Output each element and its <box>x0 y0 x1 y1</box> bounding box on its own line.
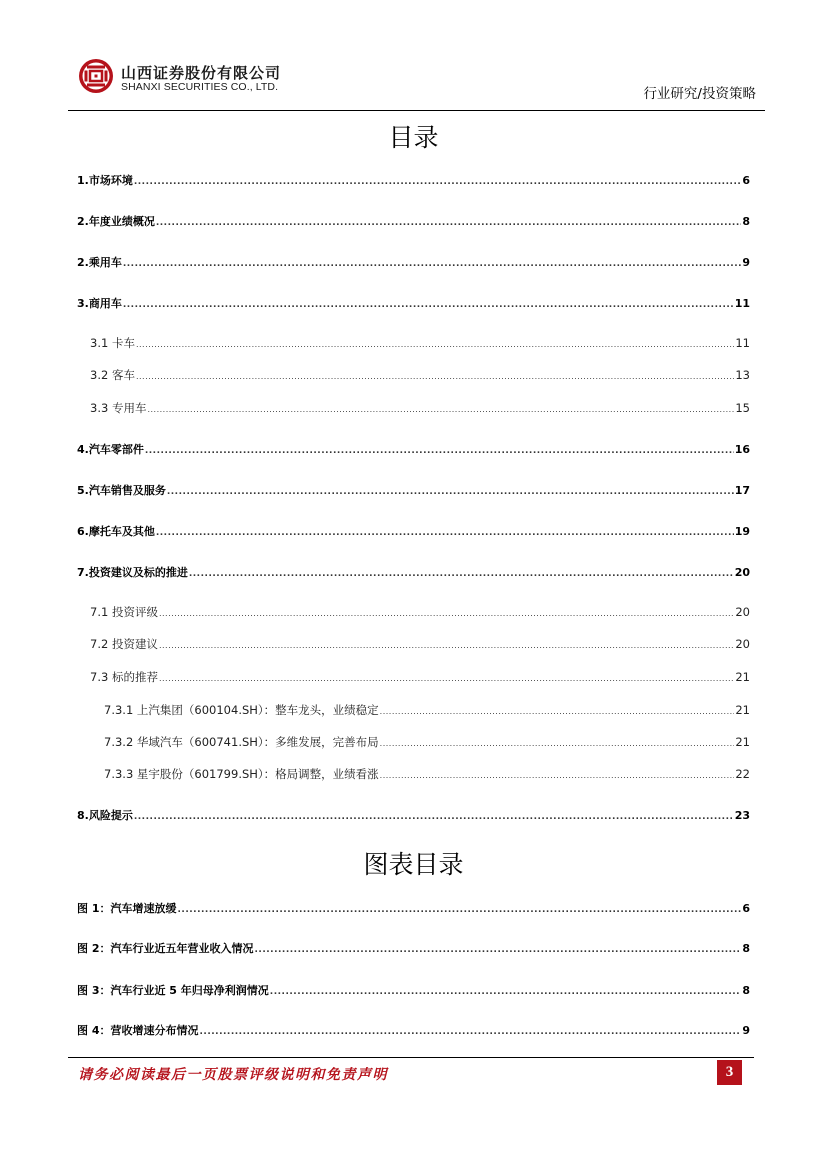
toc-entry-label: 7.1 投资评级 <box>90 605 158 619</box>
toc-entry-label: 7.3 标的推荐 <box>90 670 158 684</box>
toc-entry-page: 20 <box>734 566 750 579</box>
toc-entry-page: 15 <box>735 401 750 415</box>
figure-entry-page: 8 <box>742 984 750 997</box>
toc-leader <box>199 1027 741 1037</box>
toc-entry[interactable] <box>0 441 827 461</box>
toc-entry-page: 11 <box>735 336 750 350</box>
toc-entry[interactable] <box>0 669 827 689</box>
toc-leader <box>136 340 734 349</box>
toc-entry-label: 7.3.1 上汽集团（600104.SH）：整车龙头，业绩稳定 <box>104 703 379 717</box>
figure-entry-label: 图 2：汽车行业近五年营业收入情况 <box>77 942 254 955</box>
toc-entry[interactable] <box>0 254 827 274</box>
toc-entry-page: 17 <box>734 484 750 497</box>
toc-entry-label: 2.年度业绩概况 <box>77 215 155 228</box>
toc-leader <box>380 707 735 716</box>
toc-entry-label: 3.2 客车 <box>90 368 135 382</box>
toc-entry-page: 11 <box>734 297 750 310</box>
toc-entry[interactable] <box>0 335 827 355</box>
toc-leader <box>123 259 742 269</box>
toc-leader <box>254 945 741 955</box>
figure-entry[interactable] <box>0 900 827 920</box>
toc-entry-label: 5.汽车销售及服务 <box>77 484 166 497</box>
toc-leader <box>123 300 734 310</box>
toc-entry-label: 7.投资建议及标的推进 <box>77 566 188 579</box>
figure-entry-page: 9 <box>742 1024 750 1037</box>
page-header <box>0 0 827 112</box>
toc-entry[interactable] <box>0 702 827 722</box>
toc-entry[interactable] <box>0 482 827 502</box>
toc-entry-label: 3.1 卡车 <box>90 336 135 350</box>
footer-disclaimer: 请务必阅读最后一页股票评级说明和免责声明 <box>78 1067 388 1083</box>
toc-entry-page: 20 <box>735 605 750 619</box>
figure-entry-label: 图 3：汽车行业近 5 年归母净利润情况 <box>77 984 269 997</box>
toc-entry[interactable] <box>0 734 827 754</box>
toc-entry-label: 2.乘用车 <box>77 256 122 269</box>
toc-entry[interactable] <box>0 172 827 192</box>
toc-entry-page: 20 <box>735 637 750 651</box>
toc-leader <box>159 609 734 618</box>
figure-list-title: 图表目录 <box>363 850 464 879</box>
toc-entry-page: 16 <box>734 443 750 456</box>
toc-entry-label: 3.商用车 <box>77 297 122 310</box>
toc-entry-page: 9 <box>742 256 750 269</box>
toc-leader <box>147 405 734 414</box>
toc-entry-page: 13 <box>735 368 750 382</box>
toc-entry-label: 7.2 投资建议 <box>90 637 158 651</box>
toc-entry[interactable] <box>0 807 827 827</box>
company-name-en: SHANXI SECURITIES CO., LTD. <box>121 81 279 93</box>
toc-leader <box>189 569 734 579</box>
toc-leader <box>167 487 734 497</box>
toc-leader <box>156 528 734 538</box>
toc-leader <box>136 372 734 381</box>
toc-leader <box>159 674 734 683</box>
figure-entry-label: 图 1：汽车增速放缓 <box>77 902 177 915</box>
toc-entry-page: 8 <box>742 215 750 228</box>
toc-entry[interactable] <box>0 604 827 624</box>
toc-leader <box>380 739 735 748</box>
toc-entry-page: 22 <box>735 767 750 781</box>
toc-entry-label: 4.汽车零部件 <box>77 443 144 456</box>
toc-leader <box>134 177 742 187</box>
toc-entry[interactable] <box>0 766 827 786</box>
figure-entry-page: 8 <box>742 942 750 955</box>
page-number: 3 <box>717 1060 742 1085</box>
toc-entry-label: 7.3.2 华域汽车（600741.SH）：多维发展，完善布局 <box>104 735 379 749</box>
toc-entry[interactable] <box>0 213 827 233</box>
toc-entry-page: 6 <box>742 174 750 187</box>
figure-entry-label: 图 4：营收增速分布情况 <box>77 1024 199 1037</box>
toc-leader <box>145 446 734 456</box>
toc-entry-label: 1.市场环境 <box>77 174 133 187</box>
toc-entry[interactable] <box>0 636 827 656</box>
toc-entry[interactable] <box>0 400 827 420</box>
toc-entry[interactable] <box>0 295 827 315</box>
toc-entry-page: 21 <box>735 703 750 717</box>
toc-entry[interactable] <box>0 367 827 387</box>
figure-entry[interactable] <box>0 982 827 1002</box>
toc-leader <box>156 218 742 228</box>
figure-entry-page: 6 <box>742 902 750 915</box>
toc-entry-label: 3.3 专用车 <box>90 401 147 415</box>
toc-leader <box>177 905 741 915</box>
figure-entry[interactable] <box>0 1022 827 1042</box>
footer-divider <box>68 1057 754 1058</box>
toc-entry-label: 7.3.3 星宇股份（601799.SH）：格局调整，业绩看涨 <box>104 767 379 781</box>
company-name-cn: 山西证券股份有限公司 <box>121 64 282 82</box>
toc-entry[interactable] <box>0 564 827 584</box>
toc-entry-label: 8.风险提示 <box>77 809 133 822</box>
toc-entry-page: 19 <box>734 525 750 538</box>
toc-entry-label: 6.摩托车及其他 <box>77 525 155 538</box>
header-divider <box>68 110 765 111</box>
toc-entry-page: 21 <box>735 735 750 749</box>
report-type: 行业研究/投资策略 <box>643 86 756 102</box>
figure-entry[interactable] <box>0 940 827 960</box>
toc-leader <box>134 812 734 822</box>
toc-leader <box>270 987 742 997</box>
toc-leader <box>380 771 735 780</box>
toc-title: 目录 <box>388 123 439 152</box>
company-logo-icon <box>78 58 114 94</box>
toc-entry-page: 21 <box>735 670 750 684</box>
toc-leader <box>159 641 734 650</box>
toc-entry-page: 23 <box>734 809 750 822</box>
toc-entry[interactable] <box>0 523 827 543</box>
